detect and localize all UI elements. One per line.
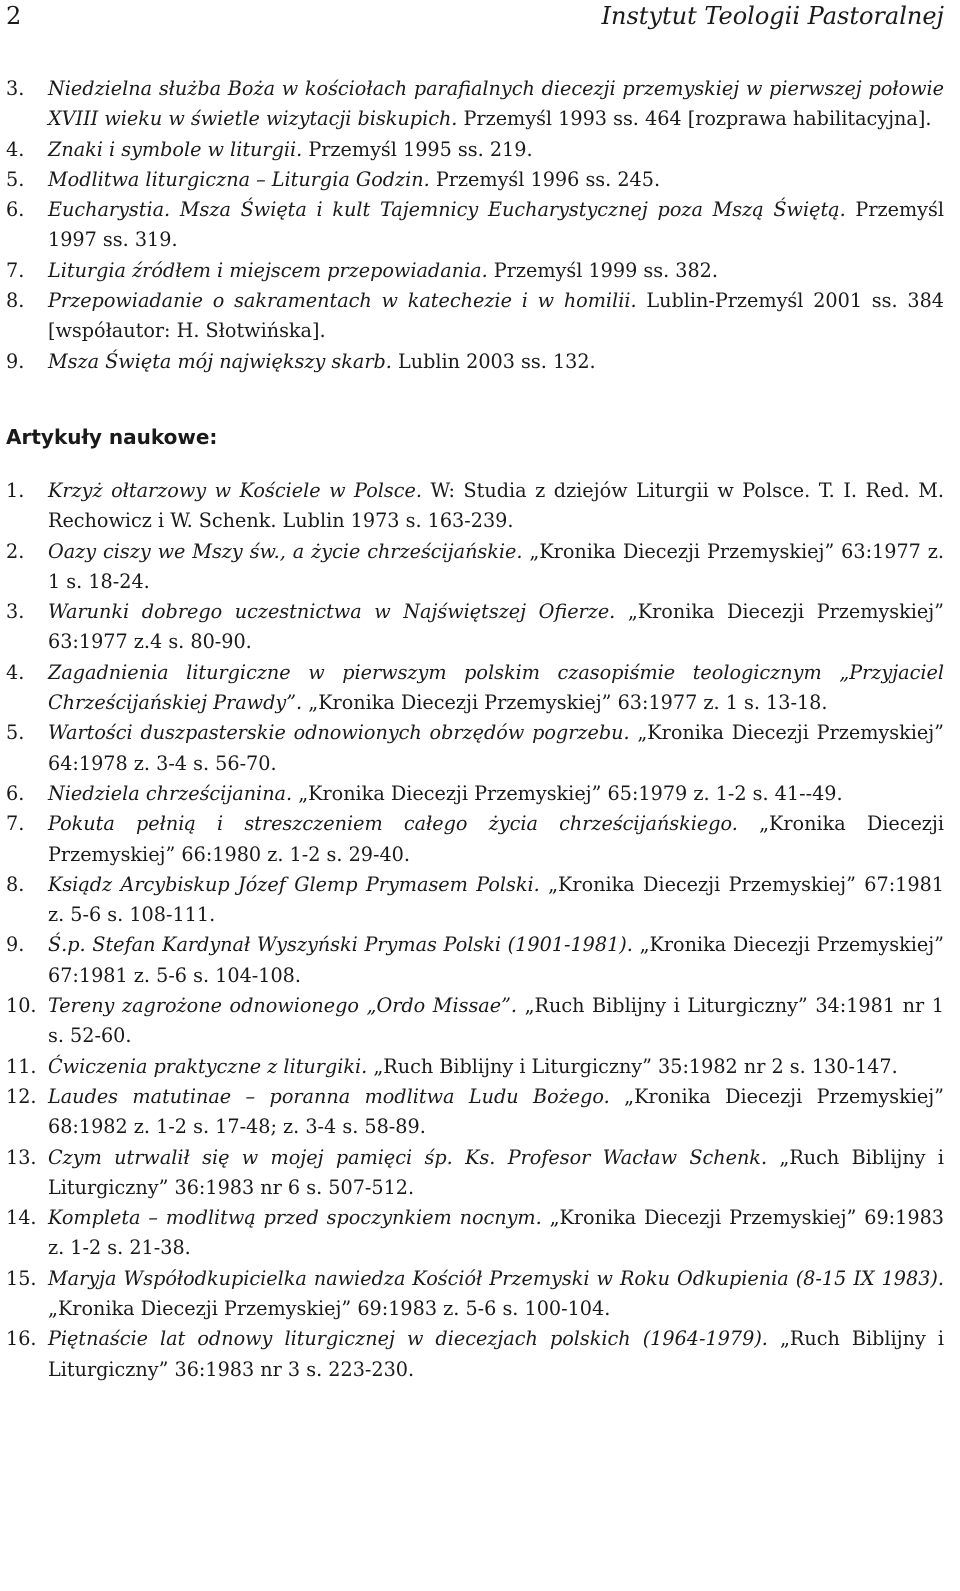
- entry-details: „Kronika Diecezji Przemyskiej” 63:1977 z. 1 s. 18-24.: [48, 539, 945, 593]
- entry-title: Przepowiadanie o sakramentach w katechezie i w homilii.: [48, 289, 637, 313]
- entry-details: „Kronika Diecezji Przemyskiej” 63:1977 z. 1 s. 13-18.: [302, 691, 828, 715]
- entry-details: Przemyśl 1999 ss. 382.: [487, 258, 718, 282]
- entry-number: 3.: [6, 77, 25, 100]
- entry-title: Krzyż ołtarzowy w Kościele w Polsce.: [48, 478, 422, 502]
- article-entry-4: [6, 658, 944, 719]
- article-entry-2: [6, 537, 944, 598]
- entry-details: „Kronika Diecezji Przemyskiej” 69:1983 z. 1-2 s. 21-38.: [48, 1206, 944, 1260]
- book-entry-5: [6, 165, 944, 195]
- entry-title: Ś.p. Stefan Kardynał Wyszyński Prymas Polski (1901-1981).: [48, 933, 633, 957]
- entry-number: 7.: [6, 812, 25, 836]
- entry-details: „Kronika Diecezji Przemyskiej” 69:1983 z. 5-6 s. 100-104.: [48, 1296, 611, 1320]
- entry-number: 5.: [6, 721, 25, 745]
- article-entry-1: [6, 476, 944, 537]
- books-list: [6, 74, 944, 377]
- entry-number: 4.: [6, 137, 25, 161]
- book-entry-3: [6, 74, 944, 135]
- article-entry-11: [6, 1052, 944, 1082]
- entry-title: Zagadnienia liturgiczne w pierwszym polskim czasopiśmie teologicznym „Przyjaciel Chrześcijańskiej Prawdy”.: [48, 660, 944, 715]
- entry-title: Niedzielna służba Boża w kościołach parafialnych diecezji przemyskiej w pierwszej połowie XVIII wieku w świetle wizytacji biskupich.: [48, 77, 944, 131]
- entry-details: „Kronika Diecezji Przemyskiej” 68:1982 z. 1-2 s. 17-48; z. 3-4 s. 58-89.: [48, 1084, 944, 1139]
- entry-number: 7.: [6, 258, 25, 282]
- entry-number: 8.: [6, 289, 25, 313]
- entry-details: W: Studia z dziejów Liturgii w Polsce. T. I. Red. M. Rechowicz i W. Schenk. Lublin 1973 s. 163-239.: [48, 478, 944, 533]
- entry-details: Przemyśl 1993 ss. 464 [rozprawa habilitacyjna].: [457, 107, 932, 131]
- running-header: [6, 0, 944, 44]
- entry-details: „Kronika Diecezji Przemyskiej” 65:1979 z. 1-2 s. 41--49.: [292, 781, 843, 805]
- entry-title: Laudes matutinae – poranna modlitwa Ludu Bożego.: [48, 1084, 610, 1108]
- entry-number: 1.: [6, 478, 25, 502]
- entry-details: „Kronika Diecezji Przemyskiej” 67:1981 z. 5-6 s. 108-111.: [48, 872, 944, 927]
- entry-number: 12.: [6, 1084, 37, 1108]
- entry-title: Eucharystia. Msza Święta i kult Tajemnicy Eucharystycznej poza Mszą Świętą.: [48, 198, 846, 222]
- entry-title: Oazy ciszy we Mszy św., a życie chrześcijańskie.: [48, 539, 523, 563]
- book-entry-6: [6, 195, 944, 256]
- entry-title: Czym utrwalił się w mojej pamięci śp. Ks. Profesor Wacław Schenk.: [48, 1145, 768, 1169]
- entry-details: „Kronika Diecezji Przemyskiej” 63:1977 z.4 s. 80-90.: [48, 600, 944, 654]
- entry-details: „Ruch Biblijny i Liturgiczny” 34:1981 nr 1 s. 52-60.: [48, 994, 944, 1048]
- article-entry-3: [6, 597, 944, 658]
- entry-number: 10.: [6, 994, 37, 1018]
- entry-number: 13.: [6, 1145, 37, 1169]
- entry-number: 8.: [6, 872, 25, 896]
- book-entry-9: [6, 347, 944, 377]
- entry-details: Lublin 2003 ss. 132.: [391, 349, 596, 373]
- entry-title: Ćwiczenia praktyczne z liturgiki.: [48, 1054, 368, 1078]
- article-entry-8: [6, 870, 944, 931]
- entry-title: Piętnaście lat odnowy liturgicznej w diecezjach polskich (1964-1979).: [48, 1327, 768, 1351]
- entry-title: Tereny zagrożone odnowionego „Ordo Missae”.: [48, 994, 517, 1018]
- book-entry-4: [6, 135, 944, 165]
- entry-title: Msza Święta mój największy skarb.: [48, 349, 392, 373]
- entry-title: Maryja Współodkupicielka nawiedza Kościół Przemyski w Roku Odkupienia (8-15 IX 1983).: [48, 1266, 944, 1290]
- entry-details: „Ruch Biblijny i Liturgiczny” 36:1983 nr 6 s. 507-512.: [48, 1145, 944, 1199]
- entry-number: 16.: [6, 1327, 37, 1351]
- entry-title: Wartości duszpasterskie odnowionych obrzędów pogrzebu.: [48, 721, 630, 745]
- article-entry-13: [6, 1143, 944, 1204]
- entry-details: Przemyśl 1997 ss. 319.: [48, 198, 944, 252]
- entry-number: 6.: [6, 781, 25, 805]
- section-heading-articles: Artykuły naukowe:: [6, 424, 218, 449]
- entry-title: Modlitwa liturgiczna – Liturgia Godzin.: [48, 167, 430, 191]
- article-entry-10: [6, 991, 944, 1052]
- entry-number: 9.: [6, 933, 25, 957]
- entry-number: 9.: [6, 349, 25, 373]
- entry-number: 3.: [6, 600, 25, 624]
- article-entry-9: [6, 930, 944, 991]
- entry-number: 6.: [6, 198, 25, 222]
- article-entry-16: [6, 1324, 944, 1385]
- entry-title: Kompleta – modlitwą przed spoczynkiem nocnym.: [48, 1206, 542, 1230]
- articles-list: [6, 476, 944, 1385]
- entry-number: 15.: [6, 1266, 37, 1290]
- entry-details: „Kronika Diecezji Przemyskiej” 64:1978 z. 3-4 s. 56-70.: [48, 721, 944, 775]
- article-entry-14: [6, 1203, 944, 1264]
- entry-details: „Kronika Diecezji Przemyskiej” 66:1980 z. 1-2 s. 29-40.: [48, 812, 944, 866]
- article-entry-15: [6, 1264, 944, 1325]
- entry-details: Lublin-Przemyśl 2001 ss. 384 [współautor: H. Słotwińska].: [48, 289, 945, 343]
- entry-title: Pokuta pełnią i streszczeniem całego życia chrześcijańskiego.: [48, 812, 738, 836]
- book-entry-7: [6, 256, 944, 286]
- entry-details: „Kronika Diecezji Przemyskiej” 67:1981 z. 5-6 s. 104-108.: [48, 933, 944, 987]
- entry-number: 11.: [6, 1054, 37, 1078]
- article-entry-6: [6, 779, 944, 809]
- entry-title: Warunki dobrego uczestnictwa w Najświętszej Ofierze.: [48, 600, 616, 624]
- article-entry-12: [6, 1082, 944, 1143]
- entry-title: Znaki i symbole w liturgii.: [48, 137, 303, 161]
- entry-number: 14.: [6, 1206, 37, 1230]
- entry-title: Niedziela chrześcijanina.: [48, 781, 293, 805]
- entry-details: Przemyśl 1995 ss. 219.: [302, 137, 533, 161]
- entry-number: 5.: [6, 167, 25, 191]
- article-entry-7: [6, 809, 944, 870]
- book-entry-8: [6, 286, 944, 347]
- entry-details: Przemyśl 1996 ss. 245.: [429, 167, 661, 191]
- entry-details: „Ruch Biblijny i Liturgiczny” 36:1983 nr 3 s. 223-230.: [48, 1327, 944, 1381]
- entry-title: Ksiądz Arcybiskup Józef Glemp Prymasem Polski.: [48, 872, 540, 896]
- entry-number: 2.: [6, 539, 25, 563]
- entry-details: „Ruch Biblijny i Liturgiczny” 35:1982 nr 2 s. 130-147.: [367, 1054, 898, 1078]
- document-page: [6, 0, 944, 1385]
- article-entry-5: [6, 718, 944, 779]
- page-number: 2: [6, 2, 22, 30]
- entry-number: 4.: [6, 660, 25, 684]
- entry-title: Liturgia źródłem i miejscem przepowiadania.: [48, 258, 488, 282]
- running-header-title: Instytut Teologii Pastoralnej: [601, 2, 944, 30]
